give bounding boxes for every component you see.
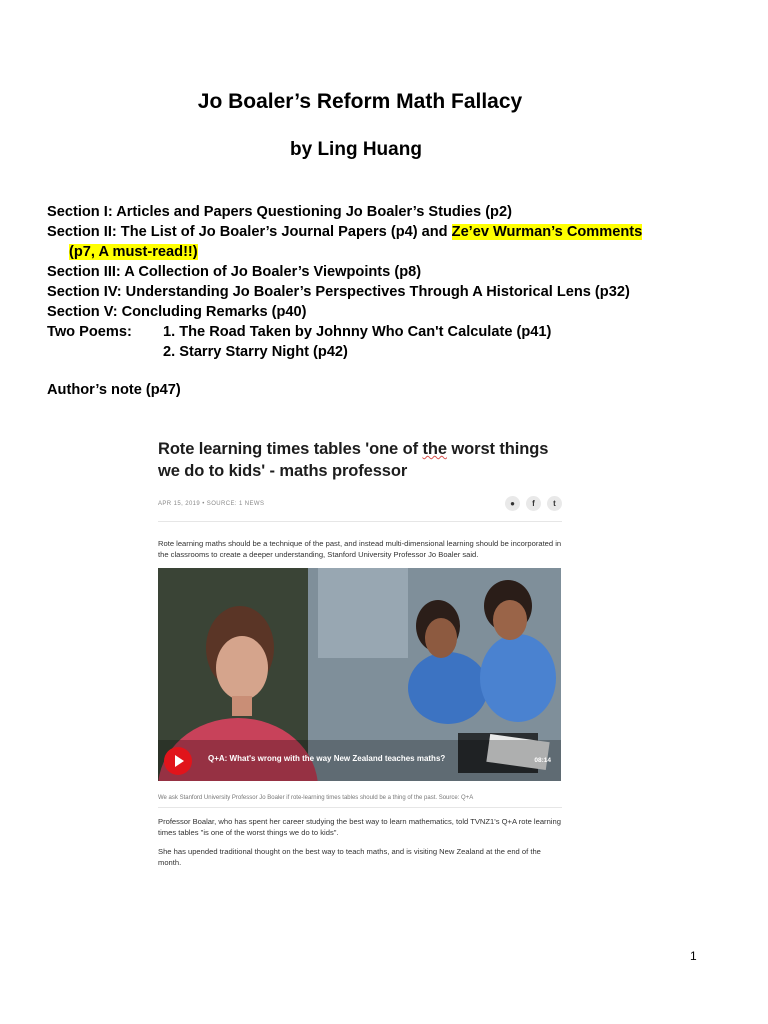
toc-poems-2	[47, 342, 642, 362]
reddit-icon[interactable]: ●	[505, 496, 520, 511]
article-meta-row	[158, 496, 562, 522]
play-button[interactable]	[164, 747, 192, 775]
video-player[interactable]	[158, 568, 561, 781]
article-paragraph-2: She has upended traditional thought on the best way to teach maths, and is visiting New Zealand at the end of the month.	[158, 847, 541, 867]
share-buttons	[505, 496, 562, 511]
toc-section-5: Section V: Concluding Remarks (p40)	[47, 304, 307, 320]
article-headline	[158, 438, 562, 482]
article-meta: APR 15, 2019 • SOURCE: 1 NEWS	[158, 500, 265, 507]
highlighted-comment-link: Ze’ev Wurman’s Comments	[451, 224, 643, 240]
video-title: Q+A: What's wrong with the way New Zealand teaches maths?	[208, 754, 446, 763]
author-note: Author’s note (p47)	[47, 382, 181, 398]
facebook-icon[interactable]: f	[526, 496, 541, 511]
toc-section-2-cont	[47, 242, 642, 262]
toc-poems	[47, 322, 642, 342]
headline-part-1: Rote learning times tables 'one of	[158, 440, 423, 458]
poem-1: 1. The Road Taken by Johnny Who Can't Calculate (p41)	[163, 324, 552, 340]
highlighted-must-read: (p7, A must-read!!)	[69, 244, 198, 260]
page-number: 1	[690, 949, 697, 963]
video-duration: 08:14	[534, 757, 551, 764]
headline-part-2: worst things we do to kids' - maths professor	[158, 440, 549, 480]
document-title: Jo Boaler’s Reform Math Fallacy	[197, 90, 523, 113]
video-subcaption: We ask Stanford University Professor Jo Boaler if rote-learning times tables should be a thing of the past. Source: Q+A	[158, 795, 562, 808]
toc-section-1: Section I: Articles and Papers Questioning Jo Boaler’s Studies (p2)	[47, 204, 512, 220]
poems-heading: Two Poems:	[47, 324, 132, 340]
video-thumbnail	[158, 568, 561, 781]
poems-spacer	[47, 342, 163, 362]
table-of-contents	[47, 202, 642, 362]
headline-spellcheck-word: the	[422, 440, 447, 458]
toc-section-3: Section III: A Collection of Jo Boaler’s Viewpoints (p8)	[47, 264, 422, 280]
play-icon	[175, 755, 184, 767]
article-screenshot	[158, 438, 562, 868]
article-lead: Rote learning maths should be a technique of the past, and instead multi-dimensional learning should be incorporated in the classrooms to create a deeper understanding, Stanford University Professor Jo Boaler said.	[158, 539, 562, 559]
twitter-icon[interactable]: t	[547, 496, 562, 511]
toc-section-2	[47, 222, 642, 242]
toc-section-2-text: Section II: The List of Jo Boaler’s Journal Papers (p4) and	[47, 224, 452, 240]
poem-2: 2. Starry Starry Night (p42)	[163, 344, 348, 360]
article-paragraph-1: Professor Boalar, who has spent her career studying the best way to learn mathematics, told TVNZ1's Q+A rote learning times tables "is one of the worst things we do to kids".	[158, 817, 561, 837]
author-byline: by Ling Huang	[290, 139, 422, 160]
toc-section-4: Section IV: Understanding Jo Boaler’s Perspectives Through A Historical Lens (p32)	[47, 284, 630, 300]
